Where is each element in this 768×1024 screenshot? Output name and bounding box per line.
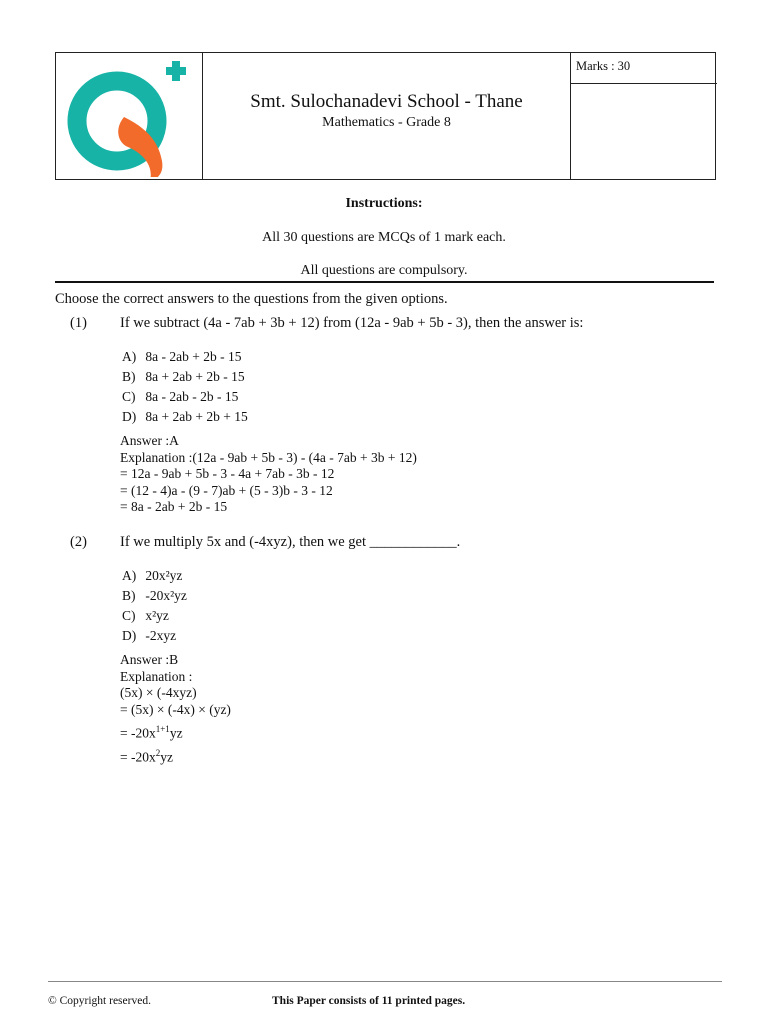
header-divider bbox=[570, 53, 571, 179]
option-item[interactable] bbox=[122, 347, 248, 367]
options-list bbox=[122, 566, 187, 646]
instruction-line: All 30 questions are MCQs of 1 mark each. bbox=[262, 230, 506, 245]
copyright-text: © Copyright reserved. bbox=[48, 995, 151, 1007]
page-count-text: This Paper consists of 11 printed pages. bbox=[272, 995, 466, 1007]
option-label: C) bbox=[122, 389, 136, 404]
option-label: B) bbox=[122, 369, 136, 384]
answer-text: Answer :B bbox=[120, 652, 179, 667]
option-text: 20x²yz bbox=[145, 568, 183, 583]
explanation-line: = (12 - 4)a - (9 - 7)ab + (5 - 3)b - 3 - 12 bbox=[120, 482, 333, 498]
option-label: D) bbox=[122, 628, 137, 643]
math-tail: yz bbox=[160, 749, 173, 765]
explanation-line: = 12a - 9ab + 5b - 3 - 4a + 7ab - 3b - 12 bbox=[120, 466, 335, 481]
option-text: x²yz bbox=[145, 608, 169, 623]
option-label: C) bbox=[122, 608, 136, 623]
footer-divider bbox=[48, 981, 722, 982]
instruction-line: All questions are compulsory. bbox=[300, 263, 468, 278]
option-text: 8a - 2ab - 2b - 15 bbox=[145, 389, 239, 404]
math-exponent: 2 bbox=[155, 748, 161, 758]
explanation-line: = 8a - 2ab + 2b - 15 bbox=[120, 499, 228, 514]
option-text: -20x²yz bbox=[145, 588, 187, 603]
option-text: 8a + 2ab + 2b - 15 bbox=[145, 369, 245, 384]
answer-block bbox=[120, 433, 417, 516]
option-item[interactable] bbox=[122, 606, 187, 626]
option-label: D) bbox=[122, 409, 137, 424]
options-list bbox=[122, 347, 248, 427]
question-number: (1) bbox=[70, 315, 87, 331]
option-item[interactable] bbox=[122, 566, 187, 586]
option-label: A) bbox=[122, 349, 137, 364]
option-text: -2xyz bbox=[145, 628, 177, 643]
subject-grade: Mathematics - Grade 8 bbox=[322, 115, 451, 130]
question-text: If we multiply 5x and (-4xyz), then we get ____________. bbox=[120, 534, 461, 550]
question-number: (2) bbox=[70, 534, 87, 550]
option-item[interactable] bbox=[122, 626, 187, 646]
option-item[interactable] bbox=[122, 367, 248, 387]
instructions-title: Instructions: bbox=[345, 196, 423, 211]
school-name: Smt. Sulochanadevi School - Thane bbox=[250, 91, 523, 112]
marks-divider bbox=[570, 83, 717, 84]
question-text: If we subtract (4a - 7ab + 3b + 12) from (12a - 9ab + 5b - 3), then the answer is: bbox=[120, 315, 584, 331]
explanation-line: Explanation :(12a - 9ab + 5b - 3) - (4a - 7ab + 3b + 12) bbox=[120, 449, 417, 465]
total-marks: Marks : 30 bbox=[576, 59, 631, 73]
option-label: B) bbox=[122, 588, 136, 603]
explanation-line: Explanation : bbox=[120, 668, 193, 684]
option-text: 8a - 2ab + 2b - 15 bbox=[145, 349, 242, 364]
math-tail: yz bbox=[169, 725, 183, 741]
explanation-line: = (5x) × (-4x) × (yz) bbox=[120, 701, 231, 717]
answer-text: Answer :A bbox=[120, 433, 179, 448]
section-divider bbox=[55, 281, 714, 283]
explanation-line: (5x) × (-4xyz) bbox=[120, 685, 197, 700]
math-base: = -20x bbox=[120, 749, 156, 765]
option-item[interactable] bbox=[122, 387, 248, 407]
option-text: 8a + 2ab + 2b + 15 bbox=[145, 409, 248, 424]
option-item[interactable] bbox=[122, 586, 187, 606]
school-logo-icon bbox=[62, 57, 192, 177]
option-item[interactable] bbox=[122, 407, 248, 427]
answer-block bbox=[120, 652, 231, 766]
math-exponent: 1+1 bbox=[155, 724, 170, 734]
explanation-line bbox=[120, 721, 231, 742]
header-box bbox=[55, 52, 716, 180]
math-base: = -20x bbox=[120, 725, 156, 741]
intro-text: Choose the correct answers to the questions from the given options. bbox=[55, 291, 448, 307]
option-label: A) bbox=[122, 568, 137, 583]
explanation-line bbox=[120, 745, 231, 766]
